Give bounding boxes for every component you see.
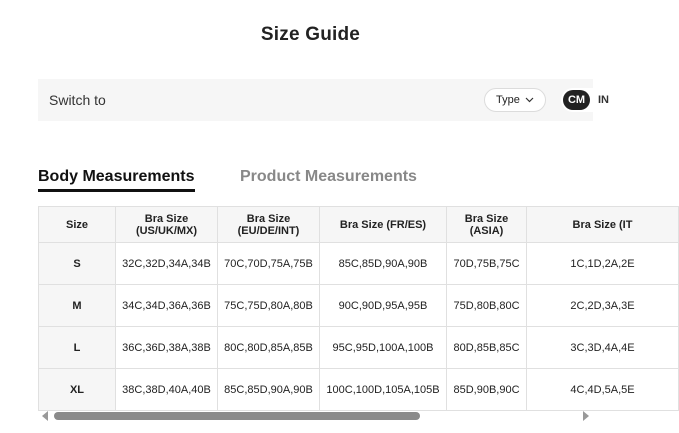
- column-header: Bra Size (IT: [527, 207, 679, 243]
- table-row: [39, 369, 679, 411]
- table-row: [39, 243, 679, 285]
- scroll-left-arrow-icon[interactable]: [42, 411, 48, 421]
- table-cell: 2C,2D,3A,3E: [527, 285, 679, 327]
- chevron-down-icon: [525, 97, 534, 103]
- column-header: Size: [39, 207, 116, 243]
- type-label: Type: [496, 94, 520, 106]
- table-cell: 80C,80D,85A,85B: [218, 327, 320, 369]
- table-cell: 95C,95D,100A,100B: [320, 327, 447, 369]
- table-cell: 70C,70D,75A,75B: [218, 243, 320, 285]
- unit-in-button[interactable]: IN: [598, 94, 609, 106]
- column-header: Bra Size (FR/ES): [320, 207, 447, 243]
- table-cell: 100C,100D,105A,105B: [320, 369, 447, 411]
- page-title: Size Guide: [260, 24, 361, 45]
- size-table-container[interactable]: [38, 206, 635, 410]
- column-header: Bra Size (EU/DE/INT): [218, 207, 320, 243]
- table-cell: 75D,80B,80C: [447, 285, 527, 327]
- table-cell: 90C,90D,95A,95B: [320, 285, 447, 327]
- scrollbar-thumb[interactable]: [54, 412, 420, 420]
- horizontal-scrollbar[interactable]: [38, 409, 593, 423]
- table-cell: 36C,36D,38A,38B: [116, 327, 218, 369]
- column-header: Bra Size (US/UK/MX): [116, 207, 218, 243]
- size-table: [38, 206, 679, 411]
- unit-toggle: [561, 88, 619, 112]
- table-cell: 85C,85D,90A,90B: [320, 243, 447, 285]
- table-row: [39, 327, 679, 369]
- unit-cm-button[interactable]: CM: [563, 90, 590, 110]
- table-header-row: [39, 207, 679, 243]
- table-cell: 70D,75B,75C: [447, 243, 527, 285]
- table-cell: 4C,4D,5A,5E: [527, 369, 679, 411]
- column-header: Bra Size (ASIA): [447, 207, 527, 243]
- tab-body-measurements[interactable]: Body Measurements: [38, 168, 195, 192]
- scroll-right-arrow-icon[interactable]: [583, 411, 589, 421]
- unit-switch-bar: [38, 79, 609, 121]
- size-cell: M: [39, 285, 116, 327]
- table-cell: 38C,38D,40A,40B: [116, 369, 218, 411]
- table-cell: 85D,90B,90C: [447, 369, 527, 411]
- tab-product-measurements[interactable]: Product Measurements: [240, 168, 417, 185]
- table-cell: 32C,32D,34A,34B: [116, 243, 218, 285]
- switch-label: Switch to: [49, 92, 106, 108]
- table-cell: 34C,34D,36A,36B: [116, 285, 218, 327]
- table-cell: 75C,75D,80A,80B: [218, 285, 320, 327]
- size-cell: S: [39, 243, 116, 285]
- table-cell: 1C,1D,2A,2E: [527, 243, 679, 285]
- table-cell: 80D,85B,85C: [447, 327, 527, 369]
- size-cell: XL: [39, 369, 116, 411]
- table-cell: 85C,85D,90A,90B: [218, 369, 320, 411]
- scrollbar-track[interactable]: [54, 412, 577, 420]
- table-cell: 3C,3D,4A,4E: [527, 327, 679, 369]
- type-dropdown[interactable]: [484, 88, 546, 112]
- size-cell: L: [39, 327, 116, 369]
- table-row: [39, 285, 679, 327]
